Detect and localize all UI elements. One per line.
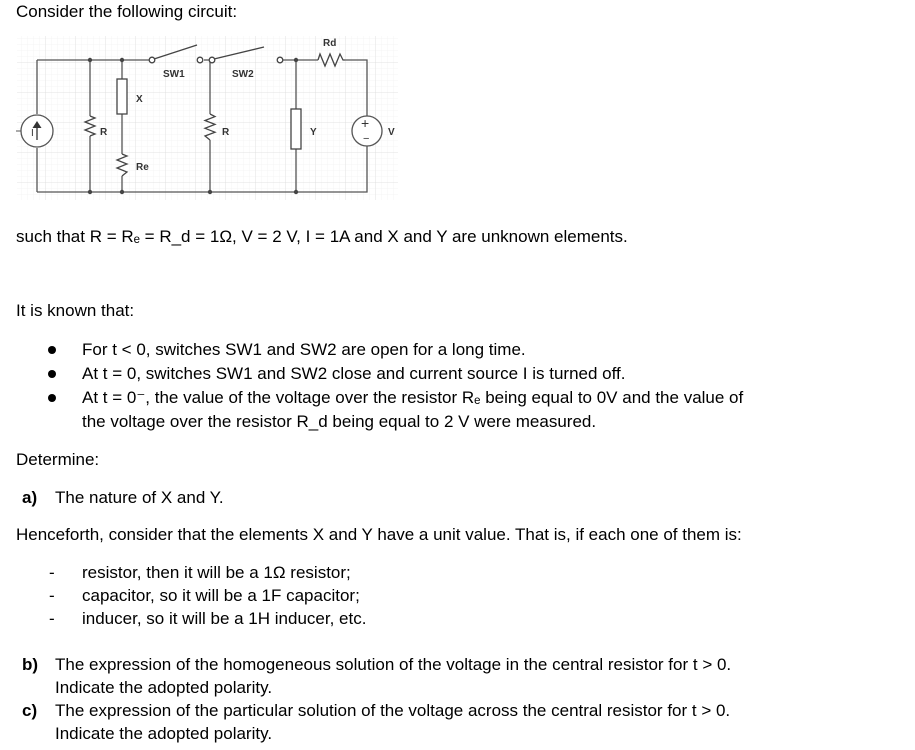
fact-3-line2: the voltage over the resistor R_d being equal to 2 V were measured. — [82, 412, 597, 431]
fact-2: At t = 0, switches SW1 and SW2 close and current source I is turned off. — [82, 364, 626, 383]
dash-1: - — [49, 563, 55, 582]
option-capacitor: capacitor, so it will be a 1F capacitor; — [82, 586, 360, 605]
label-sw2: SW2 — [232, 69, 254, 80]
label-y: Y — [310, 127, 317, 138]
element-y — [291, 109, 301, 149]
bullet-1 — [48, 346, 56, 354]
label-i: I — [31, 128, 34, 139]
dash-3: - — [49, 609, 55, 628]
question-a-text: The nature of X and Y. — [55, 488, 224, 507]
determine-heading: Determine: — [16, 450, 100, 469]
question-c-label: c) — [22, 701, 38, 720]
label-x: X — [136, 94, 143, 105]
given-values: such that R = Rₑ = R_d = 1Ω, V = 2 V, I = 1A and X and Y are unknown elements. — [16, 227, 628, 246]
voltage-source — [352, 115, 382, 146]
fact-3-line1: At t = 0⁻, the value of the voltage over the resistor Rₑ being equal to 0V and the value of — [82, 388, 744, 407]
circuit-diagram — [15, 32, 400, 204]
current-source — [21, 115, 53, 147]
voltage-plus-sign: + — [361, 115, 370, 131]
label-r-left: R — [100, 127, 108, 138]
label-rd: Rd — [323, 38, 337, 49]
label-re: Re — [136, 162, 149, 173]
option-resistor: resistor, then it will be a 1Ω resistor; — [82, 563, 351, 582]
question-b-line1: The expression of the homogeneous solution of the voltage in the central resistor for t > 0. — [55, 655, 732, 674]
fact-1: For t < 0, switches SW1 and SW2 are open for a long time. — [82, 340, 526, 359]
henceforth-text: Henceforth, consider that the elements X and Y have a unit value. That is, if each one of them is: — [16, 525, 742, 544]
dash-2: - — [49, 586, 55, 605]
label-r-central: R — [222, 127, 230, 138]
label-sw1: SW1 — [163, 69, 185, 80]
bullet-3 — [48, 394, 56, 402]
bullet-2 — [48, 370, 56, 378]
question-b-label: b) — [22, 655, 39, 674]
option-inducer: inducer, so it will be a 1H inducer, etc. — [82, 609, 367, 628]
question-c-line2: Indicate the adopted polarity. — [55, 724, 273, 743]
voltage-minus-sign: − — [363, 133, 370, 145]
known-heading: It is known that: — [16, 301, 135, 320]
label-v: V — [388, 127, 395, 138]
intro-text: Consider the following circuit: — [16, 2, 238, 21]
question-b-line2: Indicate the adopted polarity. — [55, 678, 273, 697]
question-a-label: a) — [22, 488, 38, 507]
question-c-line1: The expression of the particular solution of the voltage across the central resistor for t > 0. — [55, 701, 731, 720]
element-x — [117, 79, 127, 114]
